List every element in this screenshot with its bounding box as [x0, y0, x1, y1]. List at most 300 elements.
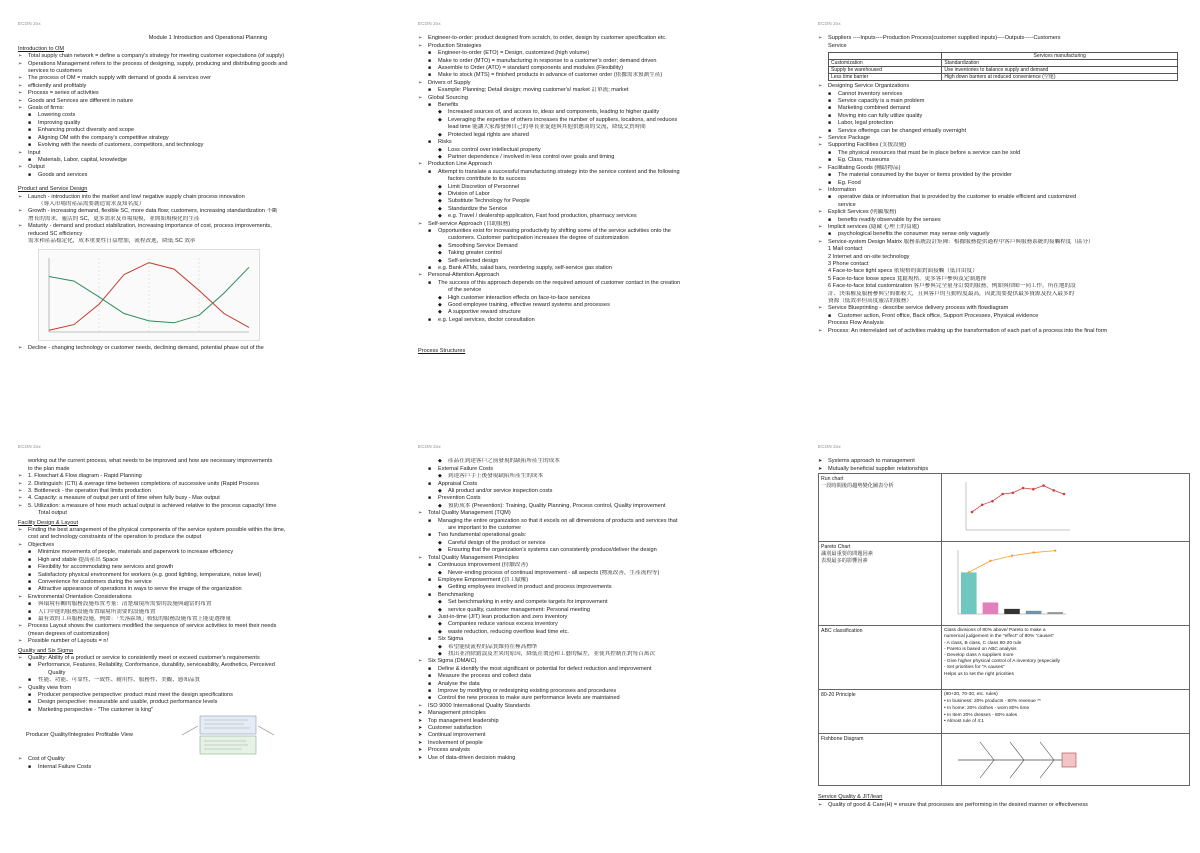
- note-text: Improve by modifying or redesigning existing processes and procedures: [438, 688, 617, 694]
- run-point: [1001, 493, 1004, 496]
- note-text: Flexibility for accommodating new services and growth: [38, 564, 174, 571]
- note-row: [418, 95, 798, 102]
- note-row: [18, 503, 398, 510]
- note-row: [18, 223, 398, 230]
- note-text: customers. Customer participation increases the degree of customization: [448, 235, 629, 242]
- square-bullet-icon: ■: [428, 139, 432, 146]
- table-row: [829, 74, 1178, 81]
- note-row: [418, 555, 798, 562]
- tool-desc: (80+20, 70-30, etc. rules) • In business: 20% products - 80% revenue ** • In home: 20% clothes - worn 80% time • In Item 20% dresses - 80% sales • Almost rule of 4:1: [944, 692, 1041, 725]
- note-row: [818, 224, 1198, 231]
- page-2: [418, 20, 798, 430]
- arrow-bullet-icon: ➢: [18, 488, 23, 495]
- note-text: Global Sourcing: [428, 94, 468, 101]
- note-text: Process = series of activities: [28, 90, 99, 97]
- note-text: Aligning OM with the company's competitive strategy: [38, 134, 169, 141]
- arrow-bullet-icon: ➢: [18, 164, 23, 171]
- section-heading: Service Quality & JIT/lean: [818, 794, 883, 801]
- note-text: Labor, legal protection: [838, 120, 894, 127]
- note-row: [418, 50, 798, 57]
- note-row: [818, 128, 1198, 135]
- diamond-bullet-icon: ◆: [438, 131, 442, 138]
- note-text: Cost of Quality: [28, 756, 65, 763]
- note-text: Producer perspective perspective: product must meet the design specifications: [38, 692, 233, 698]
- note-text: Customer action, Front office, Back office, Support Processes, Physical evidence: [838, 312, 1039, 319]
- note-row: [18, 488, 398, 495]
- note-text: 1 Mail contact: [828, 246, 863, 253]
- note-row: [818, 194, 1198, 201]
- note-row: [18, 194, 398, 201]
- note-row: [418, 621, 798, 628]
- note-text: Quality of good & Care(H) = ensure that processes are performing in the desired manner or effectiveness: [828, 801, 1088, 808]
- square-bullet-icon: ■: [28, 662, 32, 669]
- note-row: [418, 718, 798, 725]
- note-row: [418, 481, 798, 488]
- cumulative-line: [969, 551, 1055, 573]
- square-bullet-icon: ■: [28, 156, 32, 163]
- note-row: [418, 614, 798, 621]
- note-row: [18, 670, 398, 677]
- note-text: Possible number of Layouts = n!: [28, 638, 109, 645]
- arrow-bullet-icon: ➤: [418, 725, 423, 732]
- note-text: Service Blueprinting - describe service delivery process with flowdiagram: [828, 305, 1009, 312]
- note-row: [418, 570, 798, 577]
- square-bullet-icon: ■: [428, 673, 432, 680]
- diamond-bullet-icon: ◆: [438, 205, 442, 212]
- note-row: [18, 549, 398, 556]
- note-row: [18, 201, 398, 208]
- services-manufacturing-table: [828, 52, 1178, 81]
- note-text: Process Layout shows the customers modified the sequence of service activities to meet their needs: [28, 623, 277, 630]
- square-bullet-icon: ■: [828, 90, 832, 97]
- note-text: Information: [828, 186, 856, 193]
- note-text: Benchmarking: [438, 591, 474, 598]
- note-row: [418, 703, 798, 710]
- table-cell: Less time barrier: [829, 74, 942, 81]
- note-text: 與環境有關的服務設施布置考量：清楚環境所需要的設施與適當的布置: [38, 601, 212, 608]
- note-text: Top management leadership: [428, 717, 499, 724]
- page-header: ECON 2xx: [818, 444, 841, 449]
- note-row: [418, 473, 798, 480]
- note-row: [818, 802, 1198, 809]
- note-text: psychological benefits the consumer may sense only vaguely: [838, 231, 990, 238]
- tool-row: [819, 734, 1190, 786]
- square-bullet-icon: ■: [828, 172, 832, 179]
- note-row: [418, 213, 798, 220]
- diamond-bullet-icon: ◆: [438, 599, 442, 606]
- arrow-bullet-icon: ➢: [18, 223, 23, 230]
- square-bullet-icon: ■: [428, 87, 432, 94]
- note-row: [418, 540, 798, 547]
- note-text: Total supply chain network = define a company's strategy for meeting customer expectations (of supply): [28, 53, 285, 60]
- arrow-bullet-icon: ➢: [18, 495, 23, 502]
- diamond-bullet-icon: ◆: [438, 309, 442, 316]
- run-point: [1022, 487, 1025, 490]
- arrow-bullet-icon: ➢: [18, 60, 23, 67]
- note-row: [18, 631, 398, 638]
- note-row: [818, 291, 1198, 298]
- arrow-bullet-icon: ➢: [18, 593, 23, 600]
- arrow-bullet-icon: ➢: [18, 480, 23, 487]
- square-bullet-icon: ■: [428, 465, 432, 472]
- arrow-bullet-icon: ➢: [18, 502, 23, 509]
- section-heading: Product and Service Design: [18, 186, 88, 193]
- square-bullet-icon: ■: [28, 692, 32, 698]
- note-row: [18, 692, 398, 699]
- arrow-bullet-icon: ➢: [418, 510, 423, 517]
- note-row: [18, 231, 398, 238]
- note-row: [18, 61, 398, 68]
- note-text: The process of OM = match supply with demand of goods & services over: [28, 75, 211, 82]
- square-bullet-icon: ■: [28, 586, 32, 593]
- note-row: [18, 172, 398, 179]
- square-bullet-icon: ■: [28, 601, 32, 608]
- note-text: Six Sigma: [438, 636, 464, 643]
- note-text: 最有效的工具服務設施，例如：「失落區域」較低的服務設施布置上能更選擇量: [38, 615, 231, 622]
- note-text: Partner dependence / involved in less control over goals and timing: [448, 153, 615, 160]
- cumulative-point: [968, 571, 970, 573]
- note-text: Internal Failure Costs: [38, 763, 92, 770]
- tool-name-cell: [819, 626, 942, 690]
- tool-name: Pareto Chart: [821, 544, 851, 551]
- arrow-bullet-icon: ➢: [418, 272, 423, 279]
- note-text: Drivers of Supply: [428, 79, 471, 86]
- diamond-bullet-icon: ◆: [438, 183, 442, 190]
- arrow-bullet-icon: ➢: [18, 149, 23, 156]
- note-row: [418, 228, 798, 235]
- note-row: [18, 542, 398, 549]
- note-text: (mean degrees of customization): [28, 630, 110, 637]
- note-text: efficiently and profitably: [28, 82, 87, 89]
- diamond-bullet-icon: ◆: [438, 213, 442, 220]
- note-row: [818, 157, 1198, 164]
- note-text: 4. Capacity: a measure of output per unit of time when fully busy - Max output: [28, 495, 220, 502]
- run-point: [1042, 485, 1045, 488]
- arrow-bullet-icon: ➢: [418, 94, 423, 101]
- note-row: [418, 235, 798, 242]
- note-text: reduced SC efficiency: [28, 230, 83, 237]
- note-text: Production Line Approach: [428, 161, 493, 168]
- note-row: [18, 481, 398, 488]
- note-text: Marketing combined demand: [838, 105, 911, 112]
- note-row: [818, 150, 1198, 157]
- square-bullet-icon: ■: [828, 157, 832, 164]
- note-text: Companies reduce various excess inventory: [448, 621, 558, 628]
- note-row: [18, 458, 398, 465]
- note-text: Ensuring that the organization's systems can consistently produce/deliver the design: [448, 547, 657, 554]
- note-text: to the plan made: [28, 465, 70, 472]
- arrow-bullet-icon: ➢: [18, 53, 23, 60]
- page-3: [818, 20, 1198, 430]
- note-row: [818, 209, 1198, 216]
- note-text: Benefits: [438, 102, 459, 109]
- note-text: Prevention Costs: [438, 495, 481, 502]
- note-row: [18, 68, 398, 75]
- note-row: [418, 466, 798, 473]
- page-header: ECON 2xx: [418, 444, 441, 449]
- note-text: Implicit services (隱藏 心理上的益處): [828, 223, 920, 230]
- note-text: ISO 9000 International Quality Standards: [428, 702, 530, 709]
- note-row: [18, 150, 398, 157]
- notes-list: [18, 53, 398, 179]
- note-row: [18, 466, 398, 473]
- tool-figure-cell: [942, 734, 1190, 786]
- note-row: [18, 662, 398, 669]
- note-row: [18, 135, 398, 142]
- arrow-bullet-icon: ➢: [18, 90, 23, 97]
- square-bullet-icon: ■: [828, 231, 832, 238]
- note-row: [818, 298, 1198, 305]
- square-bullet-icon: ■: [828, 127, 832, 134]
- note-text: Personal-Attention Approach: [428, 272, 500, 279]
- square-bullet-icon: ■: [428, 688, 432, 694]
- arrow-bullet-icon: ➢: [18, 82, 23, 89]
- note-row: [18, 127, 398, 134]
- note-text: Service capacity is a main problem: [838, 98, 925, 105]
- note-text: Finding the best arrangement of the physical components of the service system possible within the time,: [28, 527, 286, 534]
- note-row: [418, 43, 798, 50]
- arrow-bullet-icon: ➤: [818, 458, 823, 465]
- run-point: [981, 504, 984, 507]
- note-row: [418, 176, 798, 183]
- note-row: [418, 154, 798, 161]
- square-bullet-icon: ■: [428, 265, 432, 271]
- pareto-bar: [1026, 611, 1042, 614]
- cumulative-point: [1032, 552, 1034, 554]
- note-row: [418, 458, 798, 465]
- note-text: Make to order (MTO) = manufacturing in response to a customer's order; demand driven: [438, 57, 657, 64]
- square-bullet-icon: ■: [28, 112, 32, 119]
- note-text: are important to the customer: [448, 525, 522, 532]
- note-row: [818, 35, 1198, 42]
- note-text: Performance, Features, Reliability, Conformance, durability, serviceability, Aesthetics, Perceived: [38, 662, 275, 669]
- note-row: [818, 261, 1198, 268]
- page-header: ECON 2xx: [818, 21, 841, 26]
- square-bullet-icon: ■: [428, 636, 432, 643]
- note-text: Service Package: [828, 135, 870, 142]
- note-text: Input: [28, 149, 41, 156]
- arrow-bullet-icon: ➤: [818, 465, 823, 472]
- note-text: of the service: [448, 287, 482, 294]
- cumulative-point: [989, 560, 991, 562]
- note-row: [418, 547, 798, 554]
- note-row: [818, 283, 1198, 290]
- table-cell: Customization: [829, 60, 942, 67]
- note-row: [418, 258, 798, 265]
- note-row: [818, 91, 1198, 98]
- note-row: [418, 592, 798, 599]
- note-row: [18, 564, 398, 571]
- note-row: [418, 221, 798, 228]
- note-text: Six Sigma (DMAIC): [428, 658, 477, 665]
- note-text: Design perspective: measurable and usable, product performance levels: [38, 699, 218, 706]
- note-text: The success of this approach depends on the required amount of customer contact in the creation: [438, 279, 681, 286]
- notes-list: [818, 35, 1198, 50]
- note-row: [818, 246, 1198, 253]
- note-text: 4 Face-to-face tight specs 依規格的面對面接觸（低自由度）: [828, 268, 978, 275]
- note-row: [418, 747, 798, 754]
- arrow-bullet-icon: ➢: [18, 638, 23, 645]
- notes-list: [18, 194, 398, 246]
- note-row: [818, 187, 1198, 194]
- cumulative-point: [1054, 550, 1056, 552]
- note-row: [418, 87, 798, 94]
- note-row: [418, 109, 798, 116]
- arrow-bullet-icon: ➢: [18, 97, 23, 104]
- note-text: Designing Service Organizations: [828, 83, 910, 90]
- arrow-bullet-icon: ➢: [418, 220, 423, 227]
- section-heading: Process Structures: [418, 348, 466, 355]
- note-text: Improving quality: [38, 119, 81, 126]
- note-text: 1. Flowchart & Flow diagram - Rapid Planning: [28, 473, 142, 480]
- square-bullet-icon: ■: [828, 216, 832, 223]
- note-row: [818, 165, 1198, 172]
- note-row: [418, 302, 798, 309]
- arrow-bullet-icon: ➢: [818, 209, 823, 216]
- page-header: ECON 2xx: [418, 21, 441, 26]
- note-text: Self-service Approach (自助服務): [428, 220, 511, 227]
- note-text: Mutually beneficial supplier relationships: [828, 465, 929, 472]
- note-row: [418, 80, 798, 87]
- note-text: Convenience for customers during the service: [38, 578, 152, 585]
- note-row: [818, 217, 1198, 224]
- note-row: [418, 295, 798, 302]
- square-bullet-icon: ■: [828, 120, 832, 127]
- series-line: [49, 263, 249, 331]
- note-text: 2 Internet and on-site technology: [828, 253, 910, 260]
- arrow-bullet-icon: ➢: [818, 186, 823, 193]
- note-text: Eg. Class, museums: [838, 157, 890, 164]
- note-row: [818, 305, 1198, 312]
- square-bullet-icon: ■: [428, 57, 432, 64]
- note-row: [418, 35, 798, 42]
- square-bullet-icon: ■: [28, 171, 32, 178]
- arrow-bullet-icon: ➢: [18, 756, 23, 763]
- note-text: Launch - introduction into the market and low/ negative supply chain process innovation: [28, 193, 245, 200]
- section-heading: Quality and Six Sigma: [18, 647, 74, 654]
- notes-list: [418, 35, 798, 324]
- square-bullet-icon: ■: [28, 706, 32, 713]
- note-row: [418, 755, 798, 762]
- notes-list: [18, 527, 398, 646]
- note-row: [18, 90, 398, 97]
- note-row: [18, 164, 398, 171]
- square-bullet-icon: ■: [28, 556, 32, 563]
- note-text: Involvement of people: [428, 739, 483, 746]
- square-bullet-icon: ■: [828, 312, 832, 319]
- note-text: Management principles: [428, 710, 486, 717]
- diamond-bullet-icon: ◆: [438, 547, 442, 554]
- note-row: [18, 216, 398, 223]
- note-row: [18, 473, 398, 480]
- note-text: Customer satisfaction: [428, 725, 482, 732]
- quality-view-figure: [18, 714, 398, 756]
- note-row: [418, 65, 798, 72]
- note-text: Moving into can fully utilize quality: [838, 112, 923, 119]
- note-text: Smoothing Service Demand: [448, 242, 518, 249]
- note-row: [818, 135, 1198, 142]
- module-title: Module 1 Introduction and Operational Planning: [148, 35, 268, 42]
- table-cell: Supply be warehoused: [829, 67, 942, 74]
- square-bullet-icon: ■: [28, 127, 32, 134]
- note-text: working out the current process, what needs to be improved and how are necessary improvements: [28, 458, 273, 465]
- square-bullet-icon: ■: [28, 608, 32, 615]
- square-bullet-icon: ■: [28, 677, 32, 684]
- note-row: [818, 172, 1198, 179]
- pareto-chart: [950, 544, 1070, 620]
- arrow-bullet-icon: ➢: [18, 527, 23, 534]
- note-text: e.g. Legal services, doctor consultation: [438, 316, 535, 323]
- square-bullet-icon: ■: [428, 102, 432, 109]
- arrow-bullet-icon: ➢: [18, 684, 23, 691]
- note-text: （導入市場的產品需要創造需求及知名度）: [38, 200, 145, 207]
- note-text: Production Strategies: [428, 42, 482, 49]
- tool-desc-cell: [942, 626, 1190, 690]
- run-chart: [958, 476, 1078, 536]
- note-row: [418, 287, 798, 294]
- arrow-bullet-icon: ➢: [818, 327, 823, 334]
- note-text: Suppliers ----Inputs----Production Process(customer supplied inputs)----Outputs-----Customers: [828, 35, 1061, 42]
- diamond-bullet-icon: ◆: [438, 584, 442, 591]
- note-text: 預防成本 (Prevention): Training, Quality Planning, Process control, Quality improvement: [448, 502, 666, 509]
- arrow-bullet-icon: ➢: [18, 105, 23, 112]
- note-text: lead time 能讓大家都發揮自己的專長並促進與其他供應商的交流，降低交貨時間: [448, 124, 646, 131]
- note-row: [818, 268, 1198, 275]
- diamond-bullet-icon: ◆: [438, 242, 442, 249]
- square-bullet-icon: ■: [828, 149, 832, 156]
- note-text: 需求和產品穩定化，成本重要性日益增加，流程改進，降低 SC 效率: [28, 237, 196, 244]
- diamond-bullet-icon: ◆: [438, 294, 442, 301]
- arrow-bullet-icon: ➤: [418, 747, 423, 754]
- note-text: Explicit Services (明顯服務): [828, 209, 897, 216]
- note-text: Growth - increasing demand, flexible SC, more data flow; customers, increasing standardization 不斷: [28, 208, 278, 215]
- arrow-bullet-icon: ➢: [418, 79, 423, 86]
- note-text: Continuous improvement (持續改善): [438, 562, 528, 569]
- note-row: [18, 601, 398, 608]
- note-row: [418, 309, 798, 316]
- arrow-bullet-icon: ➢: [18, 541, 23, 548]
- note-row: [18, 557, 398, 564]
- arrow-bullet-icon: ➢: [18, 623, 23, 630]
- diamond-bullet-icon: ◆: [438, 621, 442, 628]
- note-text: Make to stock (MTS) = finished products in advance of customer order (依據需求預測生產): [438, 72, 663, 79]
- note-row: [18, 75, 398, 82]
- note-text: Marketing perspective - "The customer is king": [38, 706, 154, 713]
- note-row: [18, 677, 398, 684]
- note-row: [418, 124, 798, 131]
- arrow-bullet-icon: ➤: [418, 732, 423, 739]
- note-row: [418, 636, 798, 643]
- note-row: [418, 510, 798, 517]
- note-row: [418, 562, 798, 569]
- note-text: Objectives: [28, 541, 55, 548]
- note-row: [18, 53, 398, 60]
- square-bullet-icon: ■: [428, 227, 432, 234]
- square-bullet-icon: ■: [428, 517, 432, 524]
- fishbone-diagram: [950, 736, 1080, 780]
- note-text: 2. Distinguish: (CTI) & average time between completions of successive units (Rapid Process: [28, 480, 259, 487]
- tool-desc: 一段時間後的趨勢變化圖表分析: [821, 483, 894, 490]
- note-row: [418, 132, 798, 139]
- note-text: Control the new process to make sure performance levels are maintained: [438, 695, 620, 702]
- note-row: [18, 609, 398, 616]
- note-text: Process: An interrelated set of activities making up the transformation of each part of a process into the final form: [828, 327, 1108, 334]
- square-bullet-icon: ■: [428, 532, 432, 539]
- tool-row: [819, 626, 1190, 690]
- tool-name-cell: [819, 474, 942, 542]
- note-text: 找出並消除錯誤及差異的原因，降低在製造和工藝的偏差，並使其控制在對每百萬次: [448, 650, 655, 657]
- note-row: [818, 180, 1198, 187]
